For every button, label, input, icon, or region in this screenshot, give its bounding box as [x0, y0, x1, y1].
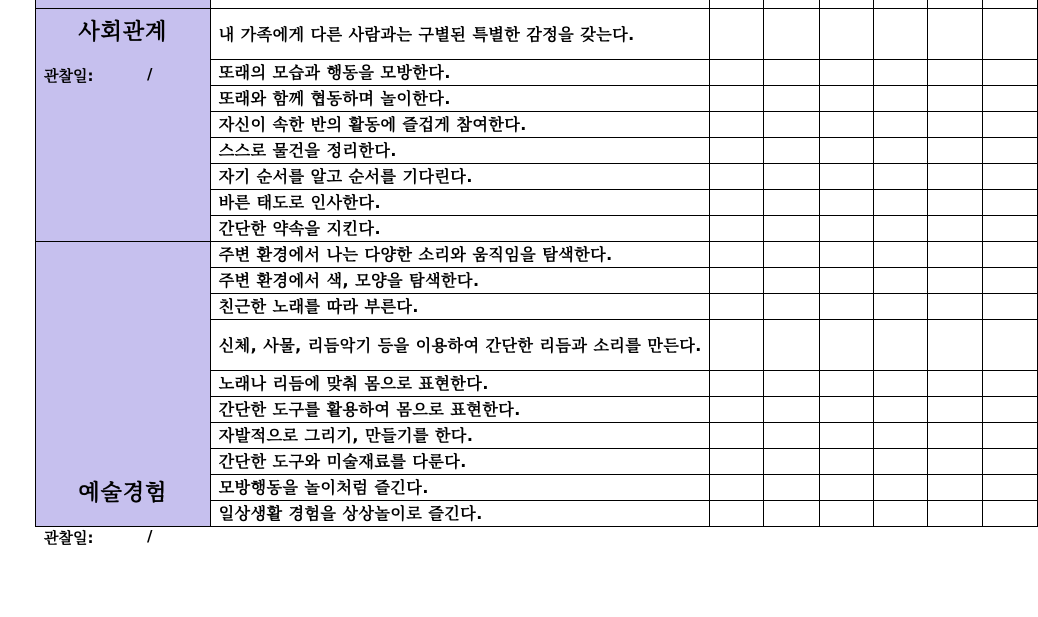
check-cell[interactable] [819, 268, 873, 294]
check-cell[interactable] [873, 268, 927, 294]
checklist-item: 노래나 리듬에 맞춰 몸으로 표현한다. [210, 371, 709, 397]
check-cell[interactable] [819, 397, 873, 423]
check-cell[interactable] [764, 86, 819, 112]
check-cell[interactable] [982, 216, 1037, 242]
check-cell[interactable] [873, 294, 927, 320]
check-cell[interactable] [709, 423, 763, 449]
check-cell[interactable] [764, 112, 819, 138]
check-cell[interactable] [764, 242, 819, 268]
category-title: 예술경험 [78, 481, 168, 506]
checklist-item: 신체, 사물, 리듬악기 등을 이용하여 간단한 리듬과 소리를 만든다. [210, 320, 709, 371]
checklist-item: 자기 순서를 알고 순서를 기다린다. [210, 164, 709, 190]
checklist-item: 또래의 모습과 행동을 모방한다. [210, 60, 709, 86]
check-cell[interactable] [928, 371, 982, 397]
check-cell[interactable] [982, 397, 1037, 423]
check-cell[interactable] [819, 320, 873, 371]
check-cell[interactable] [709, 164, 763, 190]
check-cell[interactable] [873, 501, 927, 527]
checklist-item: 간단한 도구를 활용하여 몸으로 표현한다. [210, 397, 709, 423]
check-cell[interactable] [709, 294, 763, 320]
check-cell[interactable] [928, 397, 982, 423]
check-cell[interactable] [764, 60, 819, 86]
check-cell[interactable] [928, 86, 982, 112]
checklist-item: 바른 태도로 인사한다. [210, 190, 709, 216]
check-cell[interactable] [819, 138, 873, 164]
check-cell[interactable] [928, 9, 982, 60]
check-cell[interactable] [873, 138, 927, 164]
check-cell[interactable] [928, 164, 982, 190]
check-cell[interactable] [709, 190, 763, 216]
check-cell[interactable] [819, 449, 873, 475]
check-cell[interactable] [819, 216, 873, 242]
checklist-item: 내 가족에게 다른 사람과는 구별된 특별한 감정을 갖는다. [210, 9, 709, 60]
check-cell[interactable] [982, 60, 1037, 86]
category-cell-top [36, 0, 211, 9]
checklist-item: 자발적으로 그리기, 만들기를 한다. [210, 423, 709, 449]
category-title: 사회관계 [78, 20, 168, 45]
check-cell[interactable] [764, 475, 819, 501]
check-cell[interactable] [982, 9, 1037, 60]
check-cell[interactable] [764, 371, 819, 397]
check-cell[interactable] [764, 294, 819, 320]
check-cell[interactable] [819, 86, 873, 112]
check-cell[interactable] [873, 86, 927, 112]
checklist-item: 간단한 도구와 미술재료를 다룬다. [210, 449, 709, 475]
check-cell[interactable] [819, 164, 873, 190]
check-cell[interactable] [819, 112, 873, 138]
check-cell[interactable] [764, 9, 819, 60]
check-cell[interactable] [928, 423, 982, 449]
check-cell[interactable] [982, 190, 1037, 216]
check-cell[interactable] [928, 112, 982, 138]
check-cell[interactable] [764, 216, 819, 242]
check-cell[interactable] [928, 190, 982, 216]
check-cell[interactable] [928, 268, 982, 294]
checklist-item: 또래와 함께 협동하며 놀이한다. [210, 86, 709, 112]
check-cell[interactable] [819, 190, 873, 216]
check-cell[interactable] [764, 320, 819, 371]
check-cell[interactable] [873, 371, 927, 397]
check-cell[interactable] [928, 501, 982, 527]
check-cell[interactable] [764, 423, 819, 449]
check-cell[interactable] [764, 268, 819, 294]
check-cell[interactable] [709, 60, 763, 86]
check-cell[interactable] [982, 138, 1037, 164]
check-cell[interactable] [764, 397, 819, 423]
check-cell[interactable] [709, 112, 763, 138]
check-cell[interactable] [873, 242, 927, 268]
check-cell[interactable] [928, 320, 982, 371]
check-cell[interactable] [709, 268, 763, 294]
checklist-item: 일상생활 경험을 상상놀이로 즐긴다. [210, 501, 709, 527]
check-cell[interactable] [709, 475, 763, 501]
check-cell[interactable] [982, 268, 1037, 294]
category-cell-arts [36, 242, 211, 547]
check-cell[interactable] [982, 449, 1037, 475]
check-cell[interactable] [709, 449, 763, 475]
check-cell[interactable] [928, 138, 982, 164]
check-cell[interactable] [873, 9, 927, 60]
category-cell-social [36, 9, 211, 242]
check-cell[interactable] [764, 138, 819, 164]
check-cell[interactable] [709, 138, 763, 164]
check-cell[interactable] [709, 320, 763, 371]
check-cell[interactable] [873, 397, 927, 423]
check-cell[interactable] [819, 501, 873, 527]
check-cell[interactable] [709, 9, 763, 60]
check-cell[interactable] [982, 112, 1037, 138]
checklist-item: 간단한 약속을 지킨다. [210, 216, 709, 242]
check-cell[interactable] [819, 60, 873, 86]
check-cell[interactable] [982, 294, 1037, 320]
checklist-item: 스스로 물건을 정리한다. [210, 138, 709, 164]
checklist-item: 주변 환경에서 나는 다양한 소리와 움직임을 탐색한다. [210, 242, 709, 268]
check-cell[interactable] [873, 112, 927, 138]
check-cell[interactable] [819, 423, 873, 449]
check-cell[interactable] [819, 9, 873, 60]
check-cell[interactable] [709, 216, 763, 242]
check-cell[interactable] [873, 449, 927, 475]
checklist-item: 친근한 노래를 따라 부른다. [210, 294, 709, 320]
observation-date-label: 관찰일: / [44, 527, 153, 547]
check-cell[interactable] [928, 216, 982, 242]
check-cell[interactable] [819, 242, 873, 268]
observation-checklist-table [35, 0, 1038, 547]
checklist-item: 모방행동을 놀이처럼 즐긴다. [210, 475, 709, 501]
check-cell[interactable] [764, 164, 819, 190]
check-cell[interactable] [982, 501, 1037, 527]
check-cell[interactable] [982, 475, 1037, 501]
check-cell[interactable] [982, 423, 1037, 449]
check-cell[interactable] [928, 475, 982, 501]
check-cell[interactable] [873, 320, 927, 371]
check-cell[interactable] [709, 242, 763, 268]
check-cell[interactable] [764, 501, 819, 527]
check-cell[interactable] [709, 86, 763, 112]
checklist-item: 자신이 속한 반의 활동에 즐겁게 참여한다. [210, 112, 709, 138]
check-cell[interactable] [928, 294, 982, 320]
check-cell[interactable] [982, 164, 1037, 190]
check-cell[interactable] [873, 475, 927, 501]
check-cell[interactable] [709, 397, 763, 423]
check-cell[interactable] [928, 242, 982, 268]
check-cell[interactable] [982, 86, 1037, 112]
check-cell[interactable] [928, 449, 982, 475]
check-cell[interactable] [982, 371, 1037, 397]
check-cell[interactable] [709, 501, 763, 527]
check-cell[interactable] [764, 449, 819, 475]
check-cell[interactable] [709, 371, 763, 397]
check-cell[interactable] [819, 371, 873, 397]
check-cell[interactable] [873, 190, 927, 216]
check-cell[interactable] [873, 216, 927, 242]
check-cell[interactable] [982, 320, 1037, 371]
check-cell[interactable] [928, 60, 982, 86]
check-cell[interactable] [764, 190, 819, 216]
check-cell[interactable] [873, 423, 927, 449]
check-cell[interactable] [873, 164, 927, 190]
checklist-item: 주변 환경에서 색, 모양을 탐색한다. [210, 268, 709, 294]
check-cell[interactable] [819, 475, 873, 501]
check-cell[interactable] [982, 242, 1037, 268]
check-cell[interactable] [819, 294, 873, 320]
observation-date-label: 관찰일: / [44, 65, 153, 85]
check-cell[interactable] [873, 60, 927, 86]
